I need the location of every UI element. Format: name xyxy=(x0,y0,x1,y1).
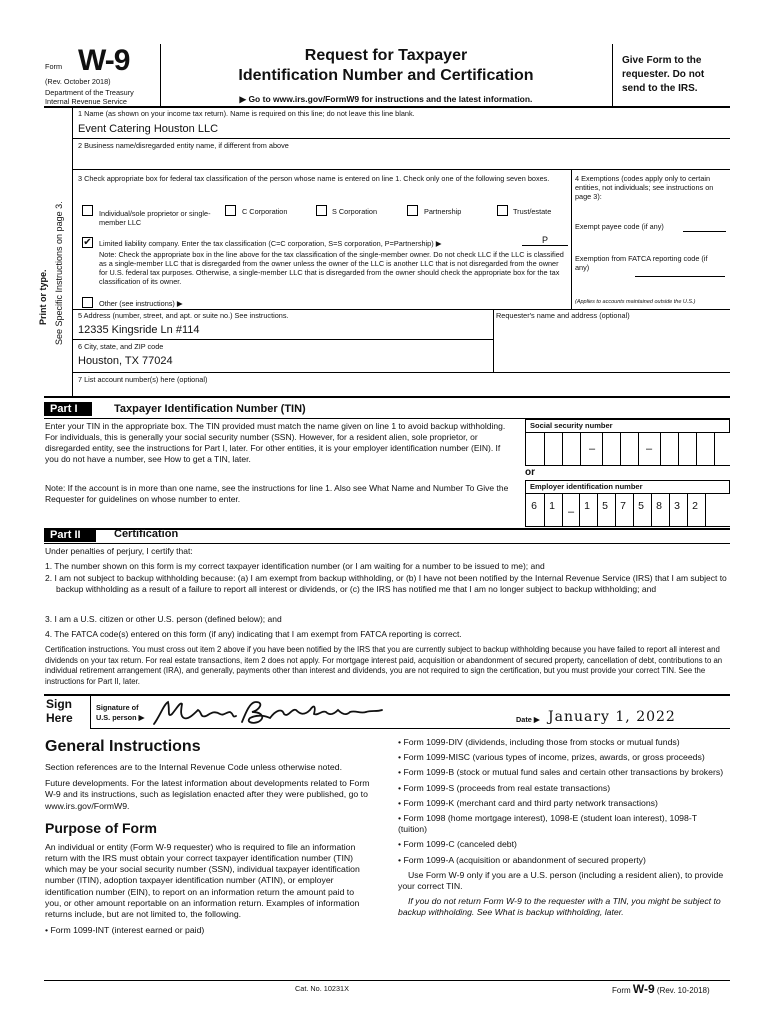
general-heading: General Instructions xyxy=(45,738,201,755)
line1-label: 1 Name (as shown on your income tax return). Name is required on this line; do not leave this line blank. xyxy=(78,109,415,118)
list-item: If you do not return Form W-9 to the requester with a TIN, you might be subject to backup withholding. See What is backup withholding, later. xyxy=(398,896,721,918)
ein-digit: 2 xyxy=(692,500,698,512)
requester-label: Requester's name and address (optional) xyxy=(496,311,630,320)
goto-instructions: ▶ Go to www.irs.gov/FormW9 for instructions and the latest information. xyxy=(239,94,533,104)
ein-digit: 5 xyxy=(602,500,608,512)
llc-checkbox[interactable]: ✔ xyxy=(83,237,92,248)
general-instructions xyxy=(45,736,370,941)
partnership-checkbox[interactable] xyxy=(407,205,418,216)
line3-label: 3 Check appropriate box for federal tax classification of the person whose name is entered on line 1. Check only one of the following seven boxes. xyxy=(78,174,550,183)
trust-checkbox[interactable] xyxy=(497,205,508,216)
llc-label: Limited liability company. Enter the tax classification (C=C corporation, S=S corporation, P=Partnership) ▶ xyxy=(99,239,442,248)
list-item: • Form 1099-K (merchant card and third party network transactions) xyxy=(398,797,658,808)
dept-line1: Department of the Treasury xyxy=(45,88,134,97)
city-state-zip-field[interactable]: Houston, TX 77024 xyxy=(78,355,173,367)
cert-item-2: 2. I am not subject to backup withholding because: (a) I am exempt from backup withholding, or (b) I have not been notified by the Internal Revenue Service (IRS) that I am subject to backup withholding as a result of a failure to report all interest or dividends, or (c) the IRS has notified me that I am no longer subject to backup withholding; and xyxy=(45,573,727,594)
ccorp-checkbox[interactable] xyxy=(225,205,236,216)
cert-instructions: Certification instructions. You must cross out item 2 above if you have been notified by the IRS that you are currently subject to backup withholding because you have failed to report all interest and dividends on your tax return. For real estate transactions, item 2 does not apply. For mortgage interest paid, acquisition or abandonment of secured property, cancellation of debt, contributions to an individual retirement arrangement (IRA), and generally, payments other than interest and dividends, you are not required to sign the certification, but you must provide your correct TIN. See the instructions for Part II, later. xyxy=(45,645,723,686)
individual-checkbox[interactable] xyxy=(82,205,93,216)
form-word: Form xyxy=(45,62,63,71)
ssn-label: Social security number xyxy=(525,419,730,433)
fatca-applies: (Applies to accounts maintained outside the U.S.) xyxy=(575,299,696,305)
revision: (Rev. October 2018) xyxy=(45,77,111,86)
ein-digit: 6 xyxy=(531,500,537,512)
cert-item-1: 1. The number shown on this form is my correct taxpayer identification number (or I am waiting for a number to be issued to me); and xyxy=(45,561,545,571)
list-item: • Form 1099-B (stock or mutual fund sales and certain other transactions by brokers) xyxy=(398,767,724,778)
part1-tag: Part I xyxy=(44,402,92,416)
ein-dash: – xyxy=(568,506,575,518)
footer-form: Form W-9 (Rev. 10-2018) xyxy=(612,982,710,996)
purpose-heading: Purpose of Form xyxy=(45,819,158,836)
cert-intro: Under penalties of perjury, I certify that: xyxy=(45,546,193,556)
scorp-checkbox[interactable] xyxy=(316,205,327,216)
part1-title: Taxpayer Identification Number (TIN) xyxy=(114,403,306,415)
trust-label: Trust/estate xyxy=(513,207,552,216)
list-item: Use Form W-9 only if you are a U.S. person (including a resident alien), to provide your correct TIN. xyxy=(398,869,724,892)
part1-para2: Note: If the account is in more than one name, see the instructions for line 1. Also see What Name and Number To Give the Requester for guidelines on whose number to enter. xyxy=(45,483,509,504)
catalog-number: Cat. No. 10231X xyxy=(295,984,349,993)
ssn-field[interactable] xyxy=(525,433,730,466)
part2-title: Certification xyxy=(114,528,179,540)
general-p3: An individual or entity (Form W-9 requester) who is required to file an information return with the IRS must obtain your correct taxpayer identification number (TIN) which may be your social security number (SSN), individual taxpayer identification number (ITIN), adoption taxpayer identification number (ATIN), or employer identification number (EIN), to report on an information return the amount paid to you, or other amount reportable on an information return. Examples of information returns include, but are not limited to, the following. xyxy=(45,841,360,920)
llc-classification-field[interactable]: P xyxy=(522,235,568,246)
ein-digit: 5 xyxy=(638,500,644,512)
line4-label: 4 Exemptions (codes apply only to certain entities, not individuals; see instructions on page 3): xyxy=(575,174,714,201)
signature-label-2: U.S. person ▶ xyxy=(96,713,145,722)
line2-label: 2 Business name/disregarded entity name, if different from above xyxy=(78,141,289,150)
partnership-label: Partnership xyxy=(424,207,462,216)
line7-label: 7 List account number(s) here (optional) xyxy=(78,375,208,384)
right-column xyxy=(398,737,728,923)
title-line1: Request for Taxpayer xyxy=(304,47,468,64)
ein-digit: 7 xyxy=(620,500,626,512)
ein-digit: 1 xyxy=(584,500,590,512)
ein-digit: 3 xyxy=(674,500,680,512)
line1-name-field[interactable]: Event Catering Houston LLC xyxy=(78,123,219,135)
ssn-dash-2: – xyxy=(646,443,653,455)
date-field[interactable]: January 1, 2022 xyxy=(548,709,676,725)
cert-item-3: 3. I am a U.S. citizen or other U.S. person (defined below); and xyxy=(45,614,282,624)
signature-image xyxy=(150,696,390,728)
date-label: Date ▶ xyxy=(516,715,540,724)
signature-label-1: Signature of xyxy=(96,703,139,712)
here-label: Here xyxy=(46,711,73,725)
ein-digit: 8 xyxy=(656,500,662,512)
side-instructions: Print or type. xyxy=(38,269,48,325)
part2-tag: Part II xyxy=(44,528,96,542)
side-instructions-2: See Specific Instructions on page 3. xyxy=(54,201,64,345)
exempt-payee-label: Exempt payee code (if any) xyxy=(575,222,664,231)
address-field[interactable]: 12335 Kingsride Ln #114 xyxy=(78,324,200,336)
llc-note: Note: Check the appropriate box in the line above for the tax classification of the single-member owner. Do not check LLC if the LLC is classified as a single-member LLC that is disregarded from the owner unless the owner of the LLC is another LLC that is not disregarded from the owner for U.S. federal tax purposes. Otherwise, a single-member LLC that is disregarded from the owner should check the appropriate box for the tax classification of its owner. xyxy=(99,250,564,286)
line6-label: 6 City, state, and ZIP code xyxy=(78,342,164,351)
fatca-label: Exemption from FATCA reporting code (if any) xyxy=(575,254,708,272)
give-form-note: Give Form to the requester. Do not send to the IRS. xyxy=(622,55,705,94)
or-label: or xyxy=(525,467,535,478)
list-item: • Form 1098 (home mortgage interest), 1098-E (student loan interest), 1098-T (tuition) xyxy=(398,813,697,835)
ein-label: Employer identification number xyxy=(525,480,730,494)
other-label: Other (see instructions) ▶ xyxy=(99,299,183,308)
cert-item-4: 4. The FATCA code(s) entered on this form (if any) indicating that I am exempt from FATCA reporting is correct. xyxy=(45,629,462,639)
sign-label: Sign xyxy=(46,697,72,711)
part1-para1: Enter your TIN in the appropriate box. The TIN provided must match the name given on line 1 to avoid backup withholding. For individuals, this is generally your social security number (SSN). However, for a resident alien, sole proprietor, or disregarded entity, see the instructions for Part I, later. For other entities, it is your employer identification number (EIN). If you do not have a number, see How to get a TIN, later. xyxy=(45,421,506,464)
ccorp-label: C Corporation xyxy=(242,207,288,216)
line5-label: 5 Address (number, street, and apt. or suite no.) See instructions. xyxy=(78,311,289,320)
general-p4: • Form 1099-INT (interest earned or paid) xyxy=(45,925,205,936)
list-item: • Form 1099-MISC (various types of income, prizes, awards, or gross proceeds) xyxy=(398,752,705,763)
individual-label: Individual/sole proprietor or single-member LLC xyxy=(99,209,211,227)
form-id: W-9 xyxy=(78,44,130,77)
other-checkbox[interactable] xyxy=(82,297,93,308)
ssn-dash: – xyxy=(589,443,596,455)
general-p1: Section references are to the Internal Revenue Code unless otherwise noted. xyxy=(45,762,343,772)
list-item: • Form 1099-S (proceeds from real estate transactions) xyxy=(398,782,611,793)
list-item: • Form 1099-DIV (dividends, including those from stocks or mutual funds) xyxy=(398,737,680,747)
title-line2: Identification Number and Certification xyxy=(238,67,534,84)
dept-line2: Internal Revenue Service xyxy=(45,97,127,106)
ein-digit: 1 xyxy=(549,500,555,512)
general-p2: Future developments. For the latest information about developments related to Form W-9 and its instructions, such as legislation enacted after they were published, go to www.irs.gov/FormW9. xyxy=(45,778,370,811)
scorp-label: S Corporation xyxy=(332,207,378,216)
list-item: • Form 1099-A (acquisition or abandonment of secured property) xyxy=(398,854,646,865)
list-item: • Form 1099-C (canceled debt) xyxy=(398,839,517,850)
